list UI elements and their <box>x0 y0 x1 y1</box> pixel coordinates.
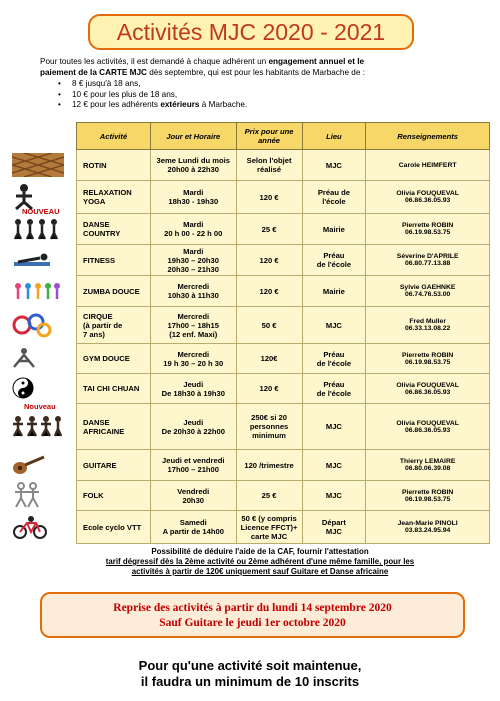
table-row <box>77 307 490 344</box>
table-header-row <box>77 123 490 150</box>
place-cell: MJC <box>302 307 366 344</box>
schedule-cell: Mardi 18h30 - 19h30 <box>150 181 236 214</box>
caf-notice <box>40 547 480 577</box>
header-price: Prix pour une année <box>236 123 302 150</box>
price-list <box>58 79 470 111</box>
schedule-cell: Mardi 19h30 – 20h30 20h30 – 21h30 <box>150 245 236 276</box>
schedule-cell: Vendredi 20h30 <box>150 481 236 511</box>
table-row <box>77 181 490 214</box>
info-cell: Thierry LEMAIRE 06.80.06.39.08 <box>366 450 490 481</box>
circus-icon <box>0 306 76 343</box>
activity-cell: RELAXATION YOGA <box>77 181 151 214</box>
footer-notice <box>60 658 440 690</box>
footer-line: il faudra un minimum de 10 inscrits <box>140 674 360 689</box>
price-text: à Marbache. <box>199 100 248 109</box>
info-cell: Séverine D'APRILE 06.80.77.13.88 <box>366 245 490 276</box>
bike-icon <box>0 510 76 543</box>
schedule-cell: Mercredi 10h30 à 11h30 <box>150 276 236 307</box>
price-cell: 120 /trimestre <box>236 450 302 481</box>
intro-bold-part: engagement annuel et le <box>268 57 365 66</box>
folk-icon <box>0 480 76 510</box>
activity-cell: GUITARE <box>77 450 151 481</box>
schedule-cell: Mardi 20 h 00 - 22 h 00 <box>150 214 236 245</box>
schedule-cell: Mercredi 19 h 30 – 20 h 30 <box>150 344 236 374</box>
price-bold: extérieurs <box>160 100 200 109</box>
info-cell: Carole HEIMFERT <box>366 150 490 181</box>
table-row <box>77 276 490 307</box>
price-cell: Selon l'objet réalisé <box>236 150 302 181</box>
gym-icon <box>0 343 76 373</box>
place-cell: Préau de l'école <box>302 181 366 214</box>
intro-line <box>40 68 470 79</box>
price-cell: 25 € <box>236 481 302 511</box>
info-cell: Olivia FOUQUEVAL 06.86.36.05.93 <box>366 404 490 450</box>
table-row <box>77 374 490 404</box>
caf-line: activités à partir de 120€ uniquement sauf Guitare et Danse africaine <box>131 567 389 576</box>
place-cell: Mairie <box>302 276 366 307</box>
activity-cell: TAI CHI CHUAN <box>77 374 151 404</box>
table-row <box>77 450 490 481</box>
price-text: 12 € pour les adhérents <box>72 100 161 109</box>
header-activity: Activité <box>77 123 151 150</box>
activity-cell: FITNESS <box>77 245 151 276</box>
schedule-cell: Samedi A partir de 14h00 <box>150 511 236 544</box>
yin-yang-icon <box>0 373 76 403</box>
table-row <box>77 404 490 450</box>
place-cell: Préau de l'école <box>302 374 366 404</box>
schedule-cell: 3eme Lundi du mois 20h00 à 22h30 <box>150 150 236 181</box>
intro-bold-part: paiement de la CARTE MJC <box>40 67 147 77</box>
intro-line <box>40 57 470 68</box>
place-cell: MJC <box>302 404 366 450</box>
guitar-icon <box>0 449 76 480</box>
table-row <box>77 481 490 511</box>
nouveau-label: NOUVEAU <box>22 207 60 216</box>
rattan-icon <box>0 149 76 180</box>
caf-line: Possibilité de déduire l'aide de la CAF, fournir l'attestation <box>151 547 369 556</box>
activities-table <box>76 122 490 544</box>
place-cell: Mairie <box>302 214 366 245</box>
page-title: Activités MJC 2020 - 2021 <box>88 14 414 50</box>
price-cell: 25 € <box>236 214 302 245</box>
price-cell: 120€ <box>236 344 302 374</box>
activity-cell: Ecole cyclo VTT <box>77 511 151 544</box>
price-cell: 120 € <box>236 276 302 307</box>
reprise-box <box>40 592 465 638</box>
table-row <box>77 150 490 181</box>
price-cell: 50 € (y compris Licence FFCT)+ carte MJC <box>236 511 302 544</box>
place-cell: Préau de l'école <box>302 344 366 374</box>
intro-text <box>40 57 470 111</box>
price-cell: 120 € <box>236 374 302 404</box>
info-cell: Pierrette ROBIN 06.19.98.53.75 <box>366 344 490 374</box>
reprise-line: Reprise des activités à partir du lundi 14 septembre 2020 <box>113 602 392 614</box>
header-schedule: Jour et Horaire <box>150 123 236 150</box>
info-cell: Sylvie GAEHNKE 06.74.76.53.00 <box>366 276 490 307</box>
price-item <box>58 100 470 111</box>
table-row <box>77 214 490 245</box>
place-cell: MJC <box>302 150 366 181</box>
price-item: • 10 € pour les plus de 18 ans, <box>58 90 470 101</box>
info-cell: Jean-Marie PINOLI 03.83.24.95.94 <box>366 511 490 544</box>
table-row <box>77 344 490 374</box>
activity-cell: DANSE AFRICAINE <box>77 404 151 450</box>
reprise-line: Sauf Guitare le jeudi 1er octobre 2020 <box>159 617 346 629</box>
place-cell: Départ MJC <box>302 511 366 544</box>
info-cell: Fred Muller 06.33.13.08.22 <box>366 307 490 344</box>
price-cell: 250€ si 20 personnes minimum <box>236 404 302 450</box>
place-cell: MJC <box>302 481 366 511</box>
zumba-icon <box>0 275 76 306</box>
schedule-cell: Mercredi 17h00 – 18h15 (12 enf. Maxi) <box>150 307 236 344</box>
table-row <box>77 511 490 544</box>
info-cell: Olivia FOUQUEVAL 06.86.36.05.93 <box>366 374 490 404</box>
activity-cell: DANSE COUNTRY <box>77 214 151 245</box>
footer-line: Pour qu'une activité soit maintenue, <box>138 658 362 673</box>
schedule-cell: Jeudi De 20h30 à 22h00 <box>150 404 236 450</box>
price-item: • 8 € jusqu'à 18 ans, <box>58 79 470 90</box>
intro-text-part: dès septembre, qui est pour les habitants de Marbache de : <box>146 67 365 77</box>
schedule-cell: Jeudi De 18h30 à 19h30 <box>150 374 236 404</box>
info-cell: Pierrette ROBIN 06.19.98.53.75 <box>366 481 490 511</box>
fitness-icon <box>0 244 76 275</box>
activity-cell: ROTIN <box>77 150 151 181</box>
place-cell: Préau de l'école <box>302 245 366 276</box>
schedule-cell: Jeudi et vendredi 17h00 – 21h00 <box>150 450 236 481</box>
info-cell: Pierrette ROBIN 06.19.98.53.75 <box>366 214 490 245</box>
header-place: Lieu <box>302 123 366 150</box>
activity-cell: FOLK <box>77 481 151 511</box>
info-cell: Olivia FOUQUEVAL 06.86.36.05.93 <box>366 181 490 214</box>
price-cell: 50 € <box>236 307 302 344</box>
country-dance-icon <box>0 213 76 244</box>
place-cell: MJC <box>302 450 366 481</box>
price-cell: 120 € <box>236 181 302 214</box>
activity-cell: CIRQUE (à partir de 7 ans) <box>77 307 151 344</box>
activity-cell: GYM DOUCE <box>77 344 151 374</box>
caf-line: tarif dégressif dès la 2ème activité ou 2ème adhérent d'une même famille, pour les <box>105 557 415 566</box>
header-info: Renseignements <box>366 123 490 150</box>
table-row <box>77 245 490 276</box>
nouveau-label: Nouveau <box>24 402 56 411</box>
intro-text-part: Pour toutes les activités, il est demandé à chaque adhérent un <box>40 57 269 66</box>
activity-cell: ZUMBA DOUCE <box>77 276 151 307</box>
price-cell: 120 € <box>236 245 302 276</box>
